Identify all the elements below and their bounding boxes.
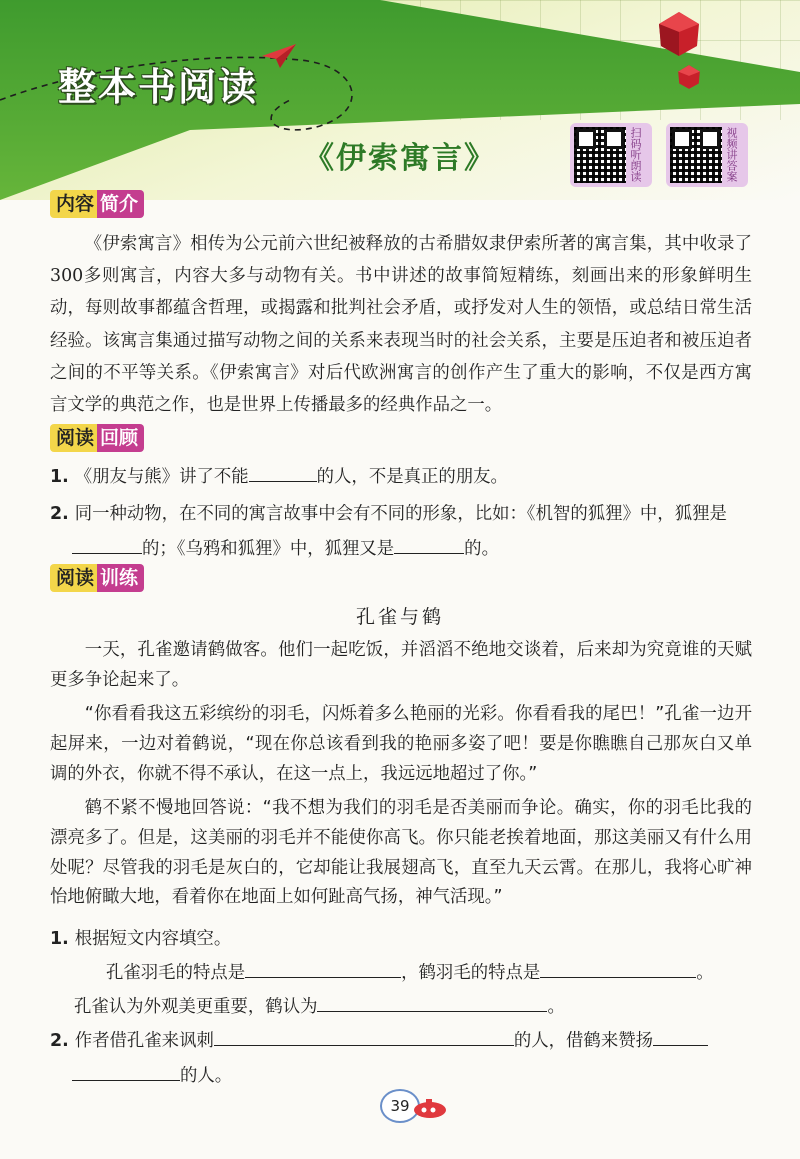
qr-code-listen[interactable]: [570, 123, 652, 187]
paper-plane-icon: [262, 44, 296, 68]
story-paragraph: “你看看我这五彩缤纷的羽毛，闪烁着多么艳丽的光彩。你看看我的尾巴！”孔雀一边开起屏来，一边对着鹤说，“现在你总该看到我的艳丽多姿了吧！要是你瞧瞧自己那灰白又单调的外衣，你就不得不承认，在这一点上，我远远地超过了你。”: [50, 704, 752, 784]
answer-blank[interactable]: [394, 536, 464, 554]
answer-blank[interactable]: [72, 536, 142, 554]
tag-part-b: 回顾: [97, 424, 144, 452]
question-text: 根据短文内容填空。: [74, 929, 232, 949]
book-title: 《伊索寓言》: [304, 141, 496, 176]
tag-part-a: 内容: [50, 190, 97, 218]
answer-blank[interactable]: [653, 1028, 708, 1046]
question-text: 的；《乌鸦和狐狸》中，狐狸又是: [142, 539, 395, 559]
question-number: 2.: [50, 1031, 69, 1051]
answer-blank[interactable]: [249, 464, 317, 482]
question-number: 1.: [50, 467, 69, 487]
answer-blank[interactable]: [317, 994, 547, 1012]
question-number: 2.: [50, 504, 69, 524]
tag-part-a: 阅读: [50, 424, 97, 452]
page-number: 39: [380, 1089, 420, 1123]
intro-section-tag: [50, 190, 144, 218]
story-title: 孔雀与鹤: [355, 606, 444, 628]
question-text: 孔雀认为外观美更重要，鹤认为: [74, 997, 318, 1017]
tag-part-a: 阅读: [50, 564, 97, 592]
question-number: 1.: [50, 929, 69, 949]
story-paragraph: 一天，孔雀邀请鹤做客。他们一起吃饭，并滔滔不绝地交谈着，后来却为究竟谁的天赋更多争论起来了。: [50, 640, 752, 690]
question-text: ，鹤羽毛的特点是: [401, 963, 541, 983]
qr-code-video[interactable]: [666, 123, 748, 187]
section-header-title: 整本书阅读: [58, 65, 259, 109]
red-gem-icon: [655, 10, 703, 58]
training-section-tag: [50, 564, 144, 592]
answer-blank[interactable]: [72, 1063, 180, 1081]
question-text: 的人，不是真正的朋友。: [316, 467, 508, 487]
qr-label: 视频讲答案: [725, 127, 738, 182]
qr-code-icon: [574, 127, 626, 183]
training-question-1-line-2: [74, 990, 754, 1025]
answer-blank[interactable]: [214, 1028, 514, 1046]
qr-label: 扫码听朗读: [629, 127, 642, 182]
question-text: 《朋友与熊》讲了不能: [74, 467, 249, 487]
answer-blank[interactable]: [245, 960, 401, 978]
question-text: 。: [696, 963, 714, 983]
small-red-gem-icon: [676, 64, 702, 90]
answer-blank[interactable]: [540, 960, 696, 978]
training-question-1: [50, 922, 752, 957]
review-section-tag: [50, 424, 144, 452]
training-question-2: [50, 1024, 752, 1094]
review-question-1: [50, 460, 752, 495]
review-question-2: [50, 497, 752, 567]
question-text: 的。: [464, 539, 499, 559]
question-text: 的人，借鹤来赞扬: [513, 1031, 653, 1051]
question-text: 。: [547, 997, 565, 1017]
tag-part-b: 简介: [97, 190, 144, 218]
tag-part-b: 训练: [97, 564, 144, 592]
question-text: 的人。: [180, 1066, 233, 1086]
question-text: 作者借孔雀来讽刺: [74, 1031, 214, 1051]
question-text: 同一种动物，在不同的寓言故事中会有不同的形象，比如：《机智的狐狸》中，狐狸是: [74, 504, 727, 524]
intro-paragraph: 《伊索寓言》相传为公元前六世纪被释放的古希腊奴隶伊索所著的寓言集，其中收录了300多则寓言，内容大多与动物有关。书中讲述的故事简短精练，刻画出来的形象鲜明生动，每则故事都蕴含哲理，或揭露和批判社会矛盾，或抒发对人生的领悟，或总结日常生活经验。该寓言集通过描写动物之间的关系来表现当时的社会关系，主要是压迫者和被压迫者之间的不平等关系。《伊索寓言》对后代欧洲寓言的创作产生了重大的影响，不仅是西方寓言文学的典范之作，也是世界上传播最多的经典作品之一。: [50, 234, 752, 416]
submarine-icon: [412, 1097, 448, 1119]
story-paragraph: 鹤不紧不慢地回答说：“我不想为我们的羽毛是否美丽而争论。确实，你的羽毛比我的漂亮多了。但是，这美丽的羽毛并不能使你高飞。你只能老挨着地面，那这美丽又有什么用处呢？尽管我的羽毛是灰白的，它却能让我展翅高飞，直至九天云霄。在那儿，我将心旷神怡地俯瞰大地，看着你在地面上如何趾高气扬，神气活现。”: [50, 798, 752, 908]
training-question-1-line-1: [106, 956, 756, 991]
question-text: 孔雀羽毛的特点是: [106, 963, 246, 983]
qr-code-icon: [670, 127, 722, 183]
